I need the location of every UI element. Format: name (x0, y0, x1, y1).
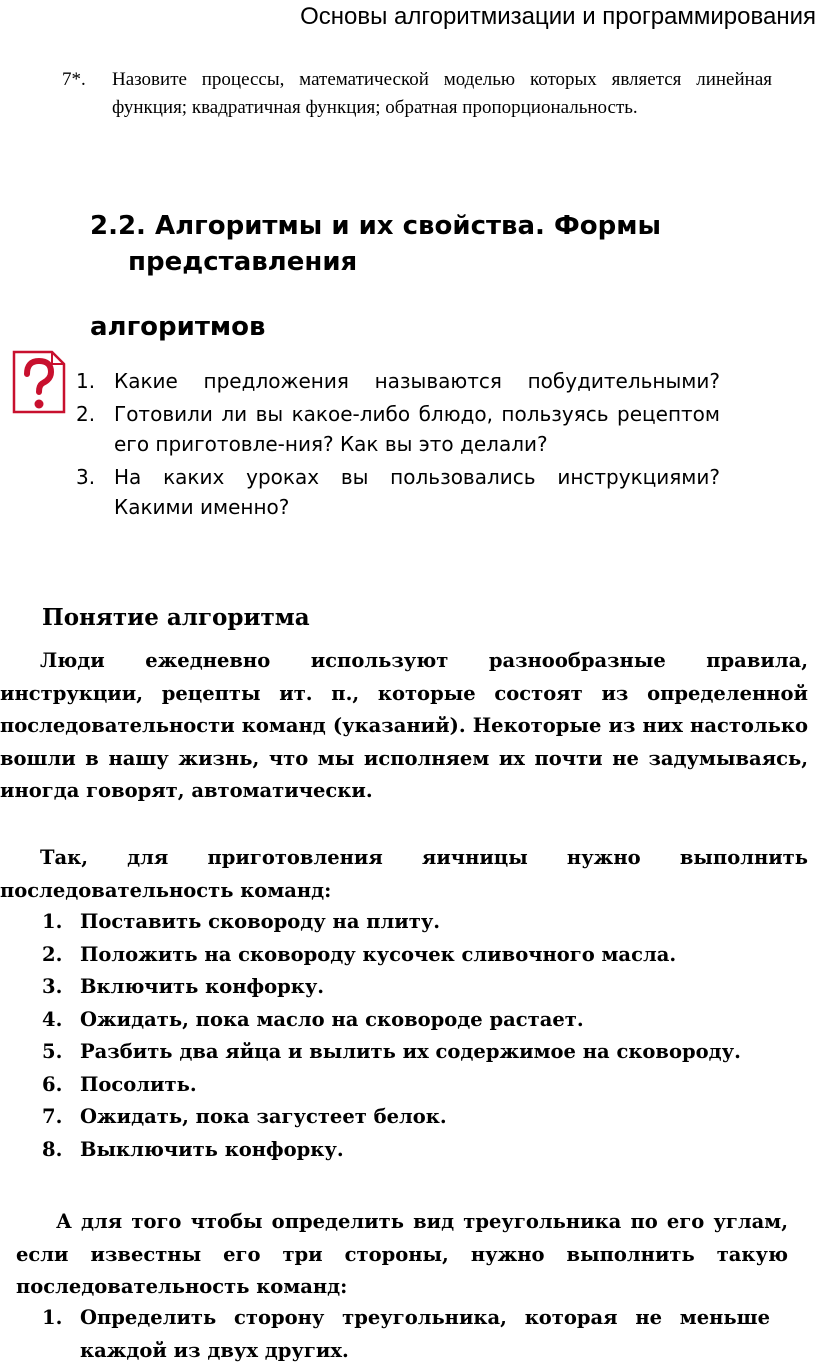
exercise-7 (62, 66, 772, 122)
list-item: 6. Посолить. (42, 1072, 197, 1096)
list-item: 3. Включить конфорку. (42, 975, 325, 998)
list-item: 8. Выключить конфорку. (42, 1137, 344, 1161)
review-questions (70, 366, 720, 525)
list-item: 1. Определить сторону треугольника, которая не меньше каждой из двух других. (42, 1306, 770, 1362)
question-item: 1. Какие предложения называются побудительными? (76, 369, 720, 393)
section-title-line1: 2.2. Алгоритмы и их свойства. Формы (90, 211, 661, 241)
list-item: 5. Разбить два яйца и вылить их содержимое на сковороду. (42, 1040, 741, 1063)
egg-steps-list (0, 906, 808, 1166)
paragraph: Так, для приготовления яичницы нужно выполнить последовательность команд: (0, 846, 808, 902)
triangle-steps-list (0, 1302, 770, 1367)
list-item: 4. Ожидать, пока масло на сковороде растает. (42, 1007, 584, 1031)
subheading: Понятие алгоритма (42, 604, 310, 631)
running-header: Основы алгоритмизации и программирования (300, 3, 816, 30)
list-item: 2. Положить на сковороду кусочек сливочного масла. (42, 942, 677, 966)
list-item: 1. Поставить сковороду на плиту. (42, 910, 441, 933)
list-item: 7. Ожидать, пока загустеет белок. (42, 1105, 447, 1128)
section-title-line3: алгоритмов (90, 312, 266, 342)
question-mark-icon (12, 350, 66, 414)
paragraph: А для того чтобы определить вид треугольника по его углам, если известны его три стороны, нужно выполнить такую последовательность команд: (16, 1210, 788, 1298)
question-item: 2. Готовили ли вы какое-либо блюдо, пользуясь рецептом его приготовле-ния? Как вы это делали? (76, 402, 720, 456)
section-title (90, 208, 730, 280)
section-title-line2: представления (128, 247, 358, 277)
paragraph: Люди ежедневно используют разнообразные правила, инструкции, рецепты ит. п., которые состоят из определенной последовательности команд (указаний). Некоторые из них настолько вошли в нашу жизнь, что мы исполняем их почти не задумываясь, иногда говорят, автоматически. (0, 649, 808, 802)
exercise-text: Назовите процессы, математической моделью которых является линейная функция; квадратичная функция; обратная пропорциональность. (112, 69, 772, 118)
exercise-number: 7*. (62, 69, 86, 90)
question-item: 3. На каких уроках вы пользовались инструкциями? Какими именно? (76, 465, 720, 519)
